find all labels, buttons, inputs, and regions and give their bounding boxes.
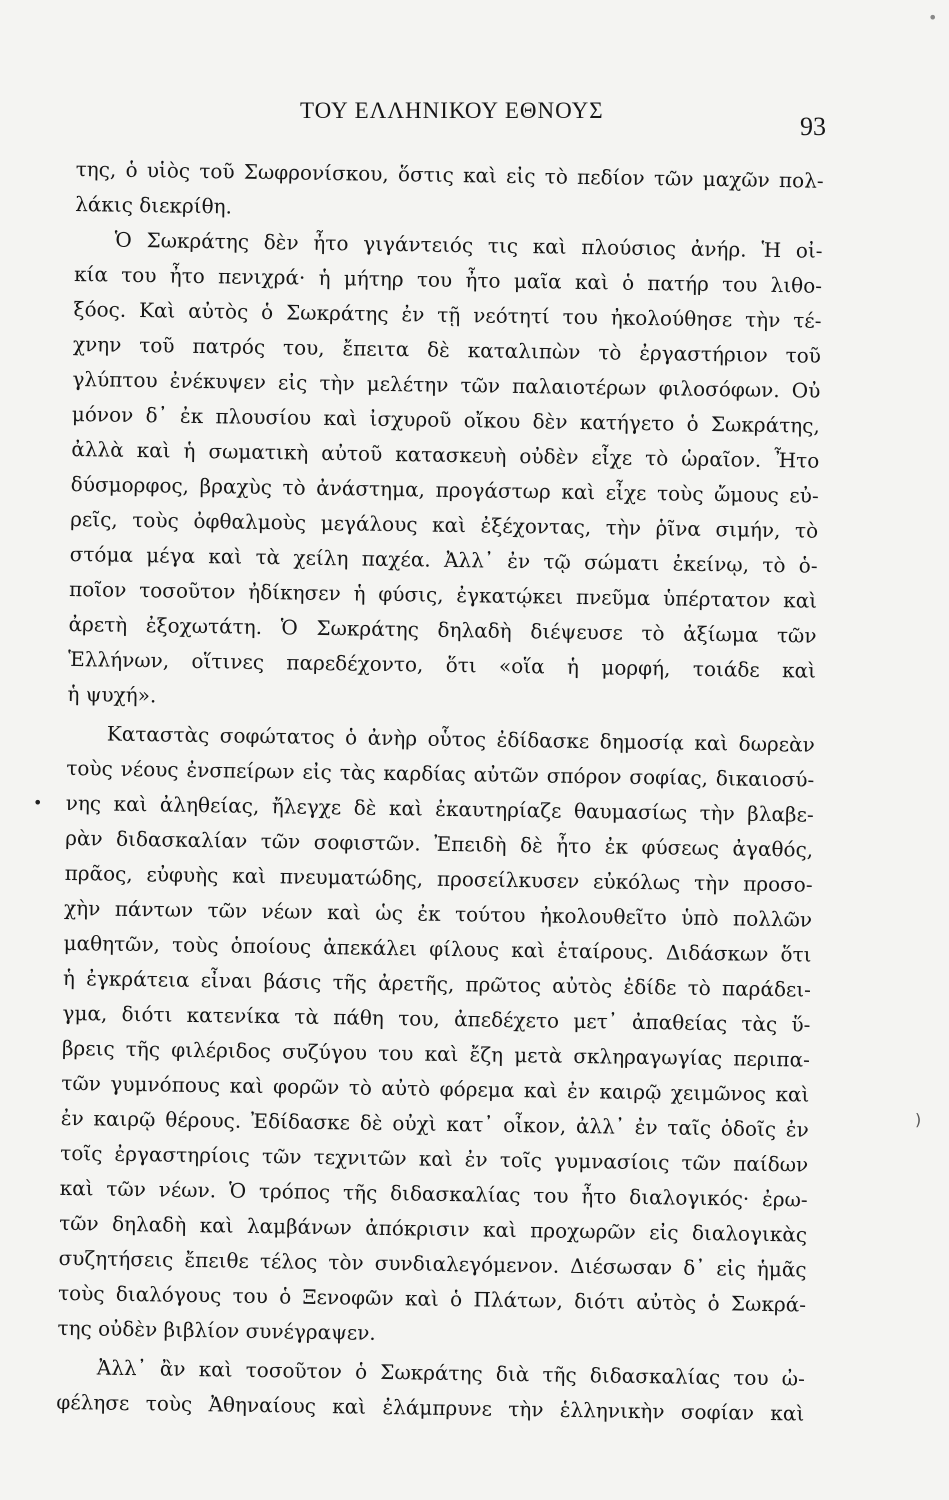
text-line: ρὰν διδασκαλίαν τῶν σοφιστῶν. Ἐπειδὴ δὲ ἦτο ἐκ φύσεως ἀγαθός, — [65, 825, 814, 862]
text-line: ποῖον τοσοῦτον ἠδίκησεν ἡ φύσις, ἐγκατῴκει πνεῦμα ὑπέρτατον καὶ — [68, 576, 818, 613]
text-line: δύσμορφος, βραχὺς τὸ ἀνάστημα, προγάστωρ καὶ εἶχε τοὺς ὤμους εὐ- — [70, 471, 819, 508]
text-line: τοῖς ἐργαστηρίοις τῶν τεχνιτῶν καὶ ἐν τοῖς γυμνασίοις τῶν παίδων — [60, 1140, 809, 1177]
ink-speck: • — [33, 793, 43, 812]
text-line: πρᾶος, εὐφυὴς καὶ πνευματώδης, προσείλκυσεν εὐκόλως τὴν προσο- — [64, 860, 813, 897]
text-line: ἀρετὴ ἐξοχωτάτη. Ὁ Σωκράτης δηλαδὴ διέψευσε τὸ ἀξίωμα τῶν — [68, 611, 817, 648]
text-line: ἐν καιρῷ θέρους. Ἐδίδασκε δὲ οὐχὶ κατ᾽ οἶκον, ἀλλ᾽ ἐν ταῖς ὁδοῖς ἐν — [60, 1105, 809, 1142]
text-line: ἡ ἐγκράτεια εἶναι βάσις τῆς ἀρετῆς, πρῶτος αὐτὸς ἐδίδε τὸ παράδει- — [62, 965, 812, 1002]
page-header — [0, 98, 949, 141]
text-line: Ἑλλήνων, οἵτινες παρεδέχοντο, ὅτι «οἵα ἡ μορφή, τοιάδε καὶ — [67, 646, 817, 683]
text-line: της οὐδὲν βιβλίον συνέγραψεν. — [57, 1315, 376, 1345]
margin-mark: ) — [915, 1110, 922, 1129]
text-line: μαθητῶν, τοὺς ὁποίους ἀπεκάλει φίλους καὶ ἑταίρους. Διδάσκων ὅτι — [63, 930, 812, 967]
text-line: γμα, διότι κατενίκα τὰ πάθη του, ἀπεδέχετο μετ᾽ ἀπαθείας τὰς ὕ- — [62, 1000, 811, 1037]
text-line: τῶν γυμνόπους καὶ φορῶν τὸ αὐτὸ φόρεμα καὶ ἐν καιρῷ χειμῶνος καὶ — [61, 1070, 810, 1107]
text-line: τοὺς διαλόγους του ὁ Ξενοφῶν καὶ ὁ Πλάτων, διότι αὐτὸς ὁ Σωκρά- — [57, 1280, 807, 1317]
text-line: χὴν πάντων τῶν νέων καὶ ὡς ἐκ τούτου ἠκολουθεῖτο ὑπὸ πολλῶν — [63, 895, 813, 932]
paragraph-start-line: Ἀλλ᾽ ἂν καὶ τοσοῦτον ὁ Σωκράτης διὰ τῆς διδασκαλίας του ὠ- — [96, 1355, 806, 1391]
text-line: χνην τοῦ πατρός του, ἔπειτα δὲ καταλιπὼν τὸ ἐργαστήριον τοῦ — [72, 331, 822, 368]
text-line: στόμα μέγα καὶ τὰ χείλη παχέα. Ἀλλ᾽ ἐν τῷ σώματι ἐκείνῳ, τὸ ὁ- — [69, 541, 818, 578]
page-number: 93 — [800, 112, 826, 141]
text-line: λάκις διεκρίθη. — [74, 191, 233, 219]
text-line: ρεῖς, τοὺς ὀφθαλμοὺς μεγάλους καὶ ἐξέχοντας, τὴν ῥῖνα σιμήν, τὸ — [70, 506, 819, 543]
text-line: της, ὁ υἱὸς τοῦ Σωφρονίσκου, ὅστις καὶ εἰς τὸ πεδίον τῶν μαχῶν πολ- — [75, 156, 824, 193]
body-text — [56, 152, 824, 1432]
text-line: ἀλλὰ καὶ ἡ σωματικὴ αὐτοῦ κατασκευὴ οὐδὲν εἶχε τὸ ὡραῖον. Ἦτο — [71, 436, 820, 473]
text-line: τοὺς νέους ἐνσπείρων εἰς τὰς καρδίας αὐτῶν σπόρον σοφίας, δικαιοσύ- — [66, 755, 815, 792]
ink-speck: • — [928, 8, 938, 27]
text-line: κία του ἦτο πενιχρά· ἡ μήτηρ του ἦτο μαῖα καὶ ὁ πατήρ του λιθο- — [73, 261, 823, 298]
text-line: γλύπτου ἐνέκυψεν εἰς τὴν μελέτην τῶν παλαιοτέρων φιλοσόφων. Οὐ — [72, 366, 821, 403]
text-line: ξόος. Καὶ αὐτὸς ὁ Σωκράτης ἐν τῇ νεότητί του ἠκολούθησε τὴν τέ- — [73, 296, 822, 333]
text-line: μόνον δ᾽ ἐκ πλουσίου καὶ ἰσχυροῦ οἴκου δὲν κατήγετο ὁ Σωκράτης, — [71, 401, 820, 438]
text-line: βρεις τῆς φιλέριδος συζύγου του καὶ ἔζη μετὰ σκληραγωγίας περιπα- — [61, 1035, 811, 1072]
text-line: τῶν δηλαδὴ καὶ λαμβάνων ἀπόκρισιν καὶ προχωρῶν εἰς διαλογικὰς — [58, 1210, 808, 1247]
text-line: καὶ τῶν νέων. Ὁ τρόπος τῆς διδασκαλίας του ἦτο διαλογικός· ἐρω- — [59, 1175, 808, 1212]
text-line: ἡ ψυχή». — [67, 681, 157, 708]
running-title: ΤΟΥ ΕΛΛΗΝΙΚΟΥ ΕΘΝΟΥΣ — [300, 98, 604, 123]
text-line: φέλησε τοὺς Ἀθηναίους καὶ ἐλάμπρυνε τὴν ἑλληνικὴν σοφίαν καὶ — [56, 1389, 805, 1426]
text-line: συζητήσεις ἔπειθε τέλος τὸν συνδιαλεγόμενον. Διέσωσαν δ᾽ εἰς ἡμᾶς — [58, 1245, 807, 1282]
paragraph-start-line: Ὁ Σωκράτης δὲν ἦτο γιγάντειός τις καὶ πλούσιος ἀνήρ. Ἡ οἰ- — [114, 227, 823, 263]
text-line: νης καὶ ἀληθείας, ἤλεγχε δὲ καὶ ἐκαυτηρίαζε θαυμασίως τὴν βλαβε- — [65, 790, 814, 827]
paragraph-start-line: Καταστὰς σοφώτατος ὁ ἀνὴρ οὗτος ἐδίδασκε δημοσίᾳ καὶ δωρεὰν — [106, 721, 815, 757]
